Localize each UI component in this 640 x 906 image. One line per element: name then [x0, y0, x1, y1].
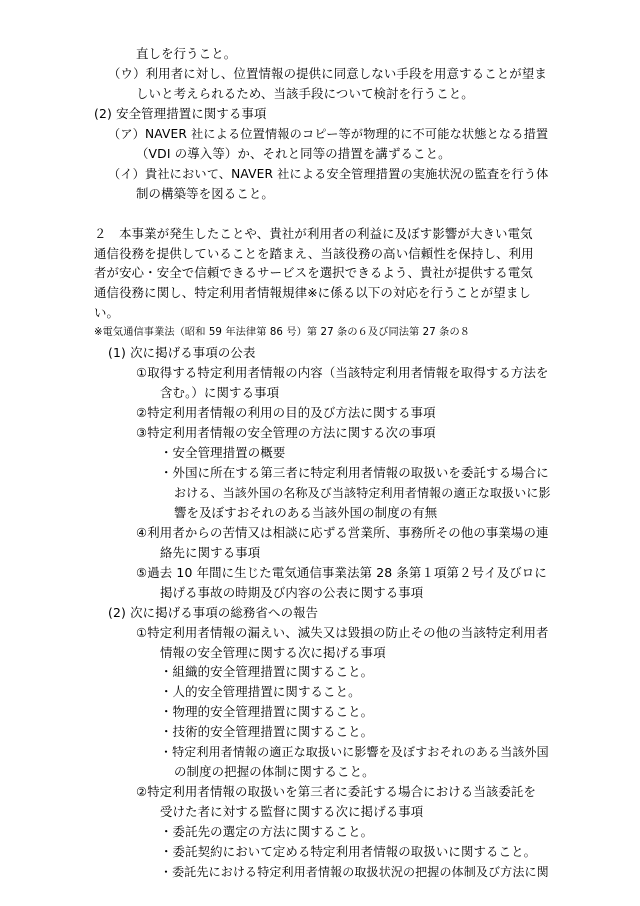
text-line: 掲げる事故の時期及び内容の公表に関する事項 [160, 585, 424, 600]
paragraph-line: い。 [94, 305, 120, 320]
list-item: ⑤過去 10 年間に生じた電気通信事業法第 28 条第１項第２号イ及びロに [136, 565, 547, 580]
text-line: の制度の把握の体制に関すること。 [174, 764, 375, 779]
list-item: ②特定利用者情報の利用の目的及び方法に関する事項 [136, 405, 436, 420]
text-line: （イ）貴社において、NAVER 社による安全管理措置の実施状況の監査を行う体 [108, 167, 549, 181]
text-line: 絡先に関する事項 [160, 545, 261, 560]
bullet-item: ・委託先における特定利用者情報の取扱状況の把握の体制及び方法に関 [160, 865, 549, 879]
paragraph-line: 者が安心・安全で信頼できるサービスを選択できるよう、貴社が提供する電気 [94, 265, 533, 280]
list-item: ④利用者からの苦情又は相談に応ずる営業所、事務所その他の事業場の連 [136, 525, 549, 540]
list-item: ①特定利用者情報の漏えい、滅失又は毀損の防止その他の当該特定利用者 [136, 625, 549, 640]
bullet-item: ・人的安全管理措置に関すること。 [160, 684, 361, 699]
text-line: 受けた者に対する監督に関する次に掲げる事項 [160, 804, 424, 819]
bullet-item: ・安全管理措置の概要 [160, 445, 286, 460]
list-item: ①取得する特定利用者情報の内容（当該特定利用者情報を取得する方法を [136, 365, 549, 380]
bullet-item: ・技術的安全管理措置に関すること。 [160, 724, 374, 739]
bullet-item: ・組織的安全管理措置に関すること。 [160, 664, 374, 679]
bullet-item: ・委託先の選定の方法に関すること。 [160, 824, 374, 839]
footnote: ※電気通信事業法（昭和 59 年法律第 86 号）第 27 条の６及び同法第 27 条の８ [94, 327, 471, 338]
text-line: 制の構築等を図ること。 [136, 186, 274, 201]
section-heading: (2) 安全管理措置に関する事項 [94, 106, 267, 121]
list-item: ③特定利用者情報の安全管理の方法に関する次の事項 [136, 425, 436, 440]
text-line: （VDI の導入等）か、それと同等の措置を講ずること。 [136, 146, 451, 161]
bullet-item: ・特定利用者情報の適正な取扱いに影響を及ぼすおそれのある当該外国 [160, 745, 549, 759]
text-line: 情報の安全管理に関する次に掲げる事項 [160, 645, 386, 660]
text-line: 直しを行うこと。 [136, 46, 237, 61]
bullet-item: ・委託契約において定める特定利用者情報の取扱いに関すること。 [160, 844, 537, 859]
paragraph-line: 通信役務を提供していることを踏まえ、当該役務の高い信頼性を保持し、利用 [94, 246, 534, 261]
list-item: ②特定利用者情報の取扱いを第三者に委託する場合における当該委託を [136, 784, 537, 799]
paragraph-line: ２ 本事業が発生したことや、貴社が利用者の利益に及ぼす影響が大きい電気 [94, 226, 533, 241]
text-line: 響を及ぼすおそれのある当該外国の制度の有無 [174, 505, 438, 520]
section-heading: (1) 次に掲げる事項の公表 [108, 345, 256, 360]
text-line: おける、当該外国の名称及び当該特定利用者情報の適正な取扱いに影 [174, 486, 551, 500]
text-line: （ア）NAVER 社による位置情報のコピー等が物理的に不可能な状態となる措置 [108, 127, 549, 141]
paragraph-line: 通信役務に関し、特定利用者情報規律※に係る以下の対応を行うことが望まし [94, 285, 531, 300]
bullet-item: ・物理的安全管理措置に関すること。 [160, 704, 374, 719]
section-heading: (2) 次に掲げる事項の総務省への報告 [108, 605, 319, 620]
text-line: （ウ）利用者に対し、位置情報の提供に同意しない手段を用意することが望ま [108, 66, 547, 81]
bullet-item: ・外国に所在する第三者に特定利用者情報の取扱いを委託する場合に [160, 465, 549, 480]
text-line: 含む。）に関する事項 [160, 385, 280, 400]
text-line: しいと考えられるため、当該手段について検討を行うこと。 [136, 86, 474, 101]
